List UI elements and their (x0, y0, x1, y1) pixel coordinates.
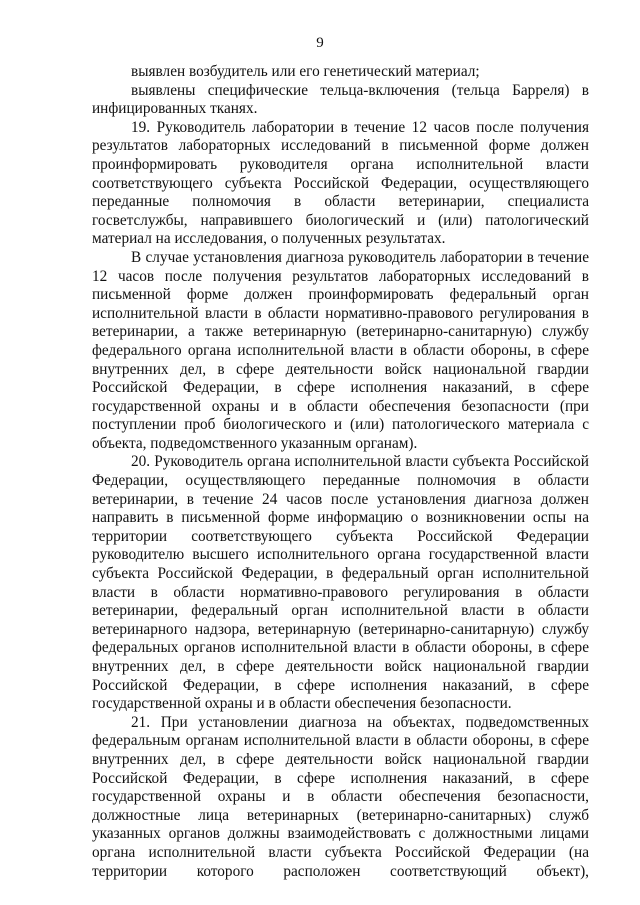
paragraph-inclusion-bodies: выявлены специфические тельца-включения (тельца Барреля) в инфицированных тканях. (92, 81, 589, 118)
document-body (92, 63, 589, 881)
page-number: 9 (316, 35, 324, 51)
paragraph-clause-20: 20. Руководитель органа исполнительной власти субъекта Российской Федерации, осуществляющего переданные полномочия в области ветеринарии, в течение 24 часов после установления диагноза должен направить в письменной форме информацию о возникновении оспы на территории соответствующего субъекта Российской Федерации руководителю высшего исполнительного органа государственной власти субъекта Российской Федерации, в федеральный орган исполнительной власти в области нормативно-правового регулирования в области ветеринарии, федеральный орган исполнительной власти в области ветеринарного надзора, ветеринарную (ветеринарно-санитарную) службу федеральных органов исполнительной власти в области обороны, в сфере внутренних дел, в сфере деятельности войск национальной гвардии Российской Федерации, в сфере исполнения наказаний, в сфере государственной охраны и в области обеспечения безопасности. (92, 453, 589, 713)
paragraph-clause-19: 19. Руководитель лаборатории в течение 12 часов после получения результатов лабораторных исследований в письменной форме должен проинформировать руководителя органа исполнительной власти соответствующего субъекта Российской Федерации, осуществляющего переданные полномочия в области ветеринарии, специалиста госветслужбы, направившего биологический и (или) патологический материал на исследования, о полученных результатах. (92, 118, 589, 248)
paragraph-clause-21: 21. При установлении диагноза на объектах, подведомственных федеральным органам исполнительной власти в области обороны, в сфере внутренних дел, в сфере деятельности войск национальной гвардии Российской Федерации, в сфере исполнения наказаний, в сфере государственной охраны и в области обеспечения безопасности, должностные лица ветеринарных (ветеринарно-санитарных) служб указанных органов должны взаимодействовать с должностными лицами органа исполнительной власти субъекта Российской Федерации (на территории которого расположен соответствующий объект), (92, 713, 589, 880)
paragraph-diagnosis-notification: В случае установления диагноза руководитель лаборатории в течение 12 часов после получения результатов лабораторных исследований в письменной форме должен проинформировать федеральный орган исполнительной власти в области нормативно-правового регулирования в ветеринарии, а также ветеринарную (ветеринарно-санитарную) службу федерального органа исполнительной власти в области обороны, в сфере внутренних дел, в сфере деятельности войск национальной гвардии Российской Федерации, в сфере исполнения наказаний, в сфере государственной охраны и в области обеспечения безопасности (при поступлении проб биологического и (или) патологического материала с объекта, подведомственного указанным органам). (92, 248, 589, 452)
paragraph-pathogen-detected: выявлен возбудитель или его генетический материал; (131, 63, 480, 80)
